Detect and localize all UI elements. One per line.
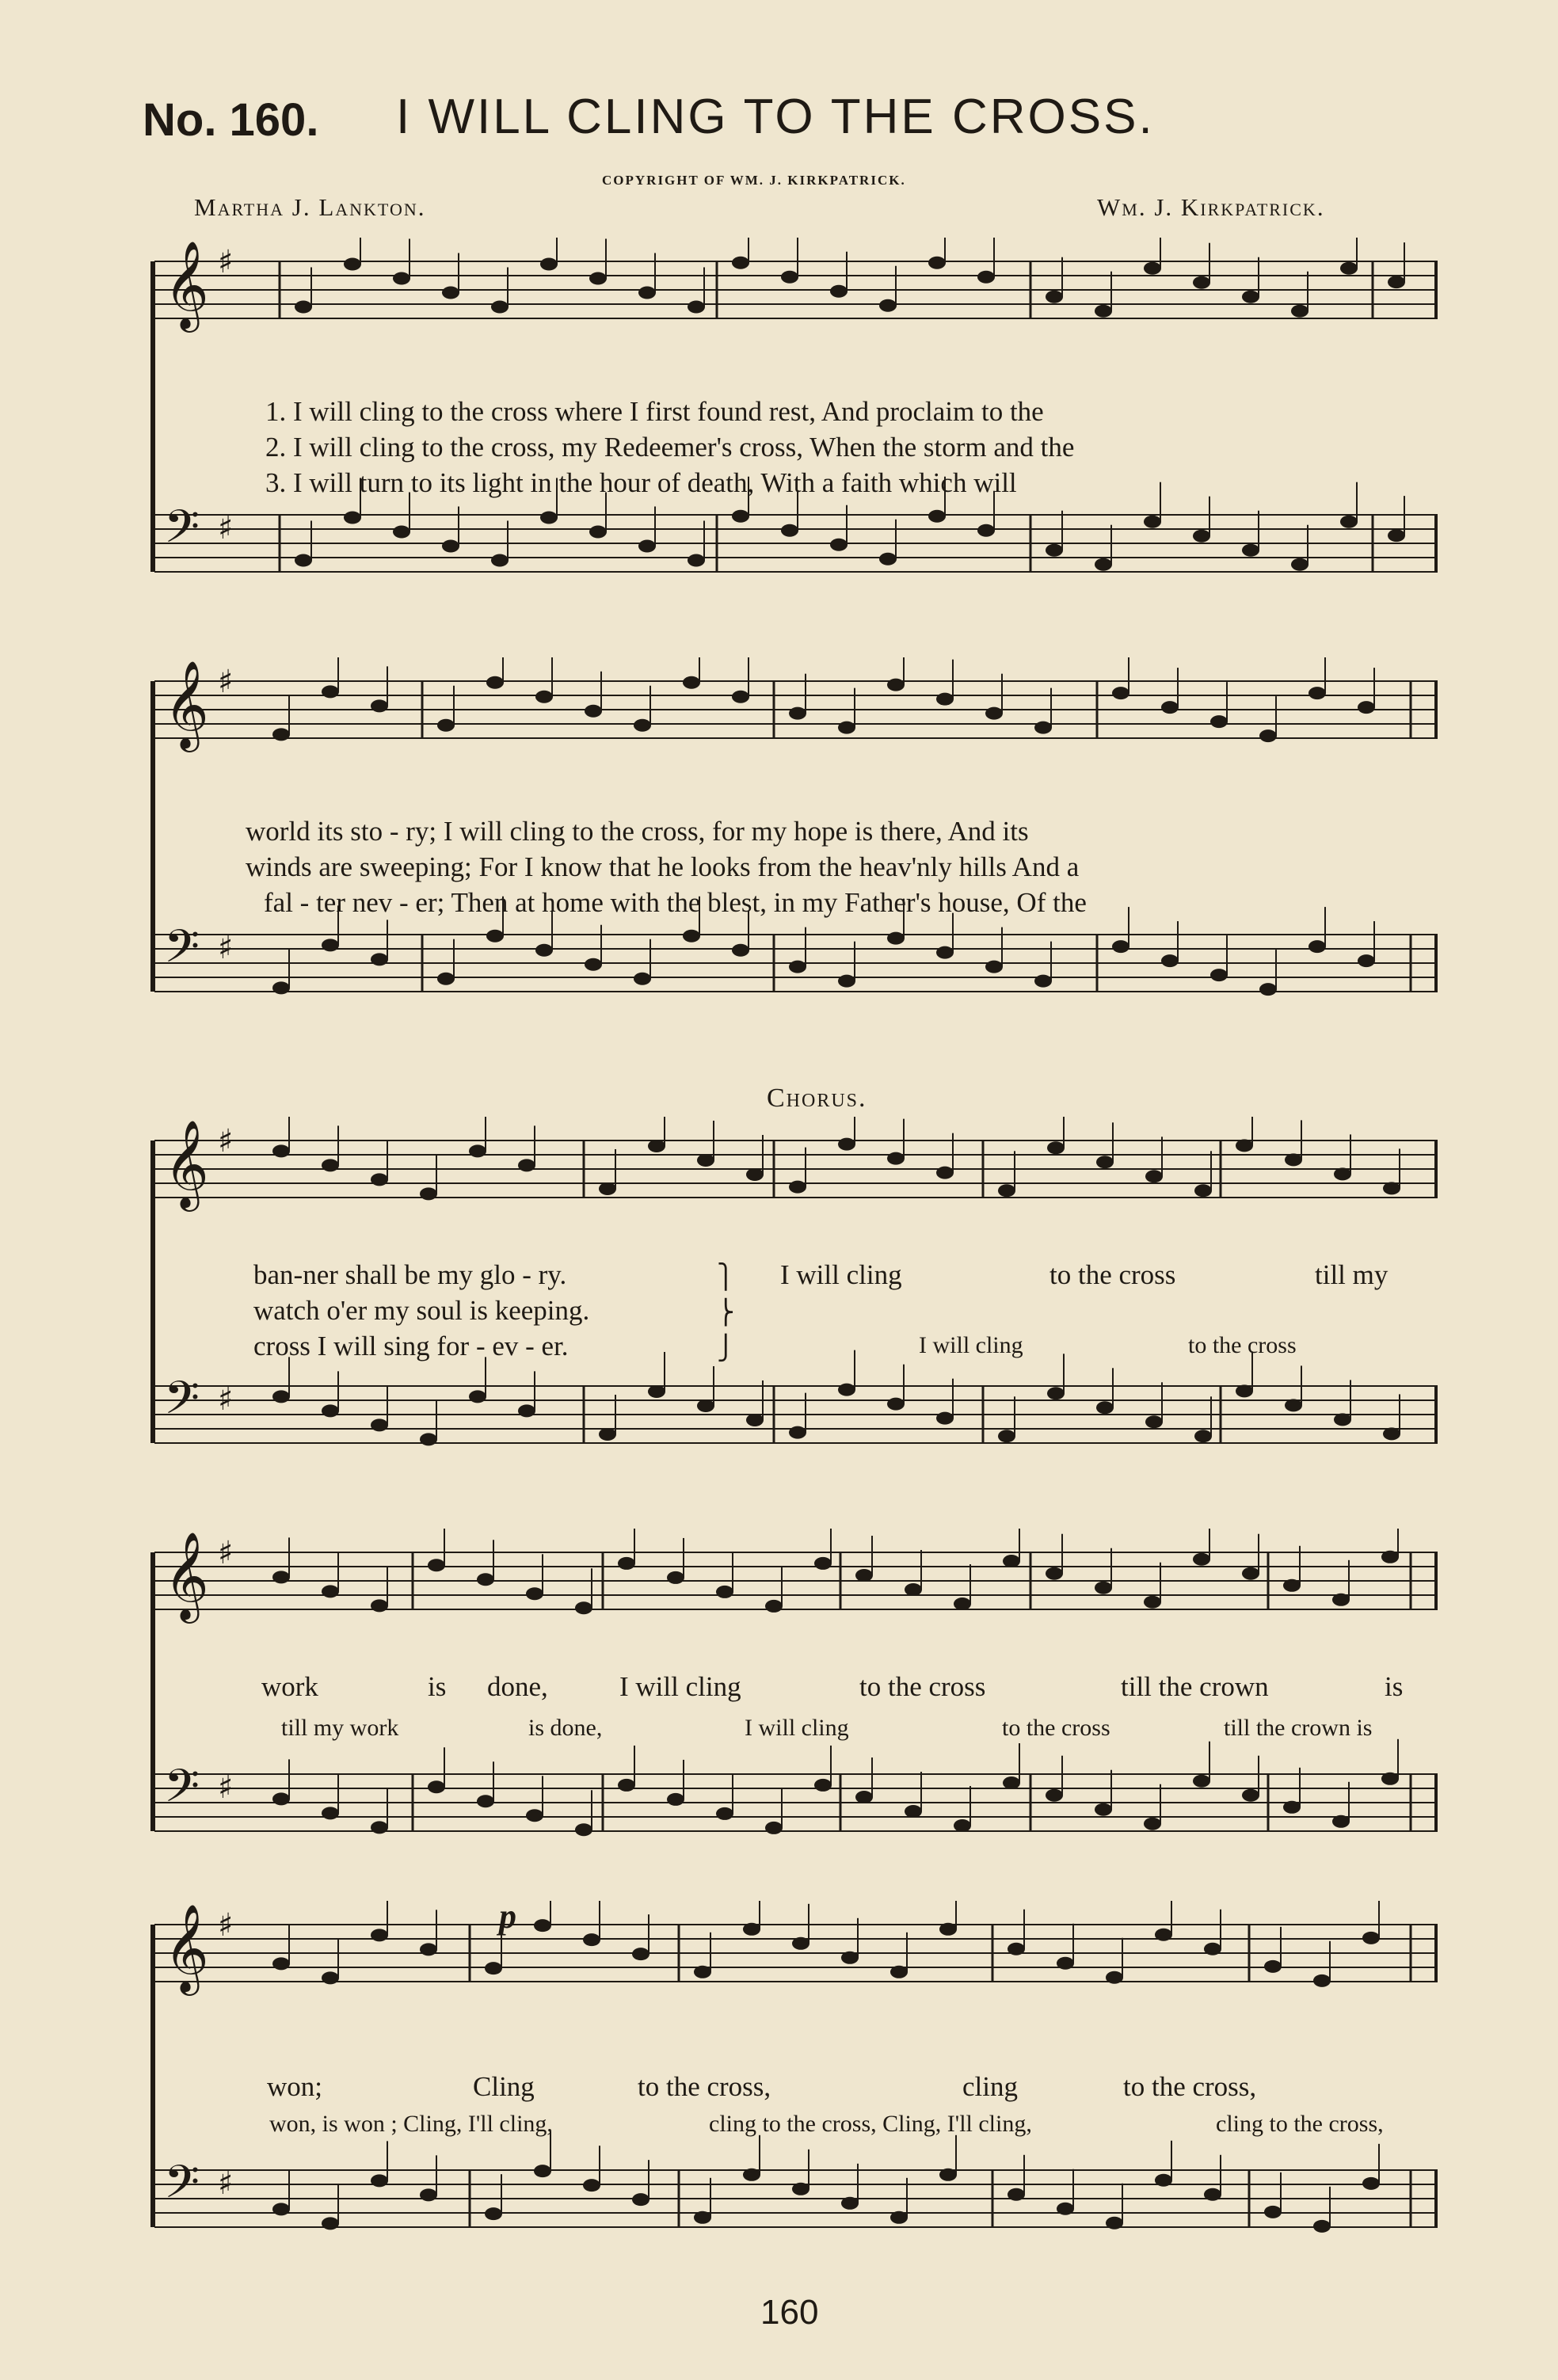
notehead <box>322 939 339 951</box>
notehead <box>1204 2188 1221 2201</box>
sharp-icon: ♯ <box>218 664 234 700</box>
notehead <box>890 2211 908 2224</box>
notehead <box>697 1399 714 1412</box>
notehead <box>1210 715 1228 728</box>
notehead <box>1144 516 1161 528</box>
notehead <box>442 539 459 552</box>
notehead <box>491 300 509 313</box>
notehead <box>998 1184 1015 1197</box>
notehead <box>371 1929 388 1941</box>
notehead <box>688 300 705 313</box>
notehead <box>1313 2220 1331 2233</box>
music-system-3 <box>147 1117 1446 1497</box>
notehead <box>936 946 954 959</box>
notehead <box>936 1167 954 1179</box>
notehead <box>1161 954 1179 967</box>
notehead <box>1383 1182 1400 1194</box>
notehead <box>1193 1775 1210 1788</box>
notehead <box>743 2169 760 2181</box>
notehead <box>583 1933 600 1946</box>
chorus-treble-text-3: till my <box>1315 1259 1388 1290</box>
notehead <box>575 1601 592 1614</box>
notehead <box>1210 969 1228 981</box>
notehead <box>765 1600 783 1613</box>
notehead <box>648 1385 665 1398</box>
notehead <box>295 300 312 313</box>
notehead <box>486 676 504 689</box>
notehead <box>469 1144 486 1157</box>
sharp-icon: ♯ <box>218 510 234 546</box>
notehead <box>1161 701 1179 714</box>
verse-1-line-1: 1. I will cling to the cross where I first found rest, And proclaim to the <box>265 396 1044 427</box>
notehead <box>1308 687 1326 699</box>
notehead <box>936 1412 954 1425</box>
notehead <box>792 2183 809 2195</box>
music-system-4 <box>147 1529 1446 1885</box>
notehead <box>743 1923 760 1936</box>
chorus-treble-text-1: I will cling <box>780 1259 902 1290</box>
chorus-line-2-bass-5: till the crown is <box>1224 1715 1373 1741</box>
bass-clef-icon: 𝄢 <box>164 1371 200 1436</box>
notehead <box>585 705 602 718</box>
notehead <box>890 1966 908 1978</box>
notehead <box>732 944 749 957</box>
notehead <box>977 524 995 537</box>
notehead <box>667 1571 684 1584</box>
treble-clef-icon: 𝄞 <box>164 240 209 329</box>
verse-3-line-2: fal - ter nev - er; Then at home with the blest, in my Father's house, Of the <box>264 887 1087 918</box>
notehead <box>599 1182 616 1195</box>
notehead <box>716 1586 733 1598</box>
notehead <box>634 973 651 985</box>
notehead <box>1096 1156 1114 1168</box>
notehead <box>322 1404 339 1417</box>
notehead <box>420 1943 437 1955</box>
notehead <box>344 511 361 524</box>
notehead <box>1047 1387 1065 1399</box>
notehead <box>838 975 855 988</box>
chorus-label: Chorus. <box>767 1083 867 1113</box>
treble-clef-icon: 𝄞 <box>164 660 209 748</box>
notehead <box>1332 1594 1350 1606</box>
sharp-icon: ♯ <box>218 2165 234 2202</box>
notehead <box>1008 2188 1025 2201</box>
notehead <box>1332 1815 1350 1828</box>
notehead <box>272 1957 290 1970</box>
notehead <box>1003 1555 1020 1567</box>
notehead <box>879 553 897 565</box>
notehead <box>638 286 656 299</box>
notehead <box>1308 940 1326 953</box>
chorus-line-3-treble-3: to the cross, <box>638 2071 771 2102</box>
notehead <box>954 1819 971 1832</box>
notehead <box>1283 1801 1301 1814</box>
verse-3-line-1: 3. I will turn to its light in the hour of death, With a faith which will <box>265 467 1017 498</box>
notehead <box>1193 530 1210 543</box>
sharp-icon: ♯ <box>218 1769 234 1806</box>
notehead <box>1362 1932 1380 1944</box>
notehead <box>540 257 558 270</box>
notehead <box>1046 291 1063 303</box>
notehead <box>469 1390 486 1403</box>
notehead <box>887 1398 905 1411</box>
music-system-5 <box>147 1897 1446 2281</box>
hymn-title: I WILL CLING TO THE CROSS. <box>396 89 1155 144</box>
chorus-line-2-bass-4: to the cross <box>1002 1715 1110 1741</box>
notehead <box>1291 305 1308 318</box>
notehead <box>1242 291 1259 303</box>
notehead <box>814 1779 832 1792</box>
notehead <box>534 1919 551 1932</box>
sharp-icon: ♯ <box>218 1123 234 1160</box>
notehead <box>1236 1384 1253 1397</box>
notehead <box>789 1181 806 1194</box>
notehead <box>322 1159 339 1171</box>
notehead <box>838 1384 855 1396</box>
sharp-icon: ♯ <box>218 244 234 280</box>
chorus-line-2-bass-2: is done, <box>528 1715 603 1741</box>
notehead <box>1095 305 1112 318</box>
music-system-1 <box>147 238 1446 626</box>
notehead <box>683 930 700 942</box>
notehead <box>477 1795 494 1807</box>
notehead <box>322 1585 339 1597</box>
chorus-lead-line-3: cross I will sing for - ev - er. <box>253 1331 569 1361</box>
notehead <box>1340 262 1358 275</box>
notehead <box>789 707 806 720</box>
notehead <box>732 510 749 523</box>
notehead <box>1145 1170 1163 1182</box>
notehead <box>667 1793 684 1806</box>
notehead <box>939 1923 957 1936</box>
notehead <box>1003 1776 1020 1789</box>
notehead <box>781 271 798 284</box>
chorus-line-2-bass-1: till my work <box>281 1715 399 1741</box>
notehead <box>936 693 954 706</box>
notehead <box>1283 1579 1301 1592</box>
notehead <box>618 1557 635 1570</box>
notehead <box>632 2193 649 2206</box>
notehead <box>765 1822 783 1834</box>
notehead <box>905 1805 922 1818</box>
verse-2-line-1: 2. I will cling to the cross, my Redeemer's cross, When the storm and the <box>265 432 1075 463</box>
notehead <box>575 1823 592 1836</box>
notehead <box>1264 1960 1282 1973</box>
chorus-line-2-treble-2: is <box>428 1671 447 1702</box>
notehead <box>1236 1139 1253 1152</box>
composer-credit: Wm. J. Kirkpatrick. <box>1097 193 1325 221</box>
notehead <box>477 1573 494 1586</box>
notehead <box>781 524 798 537</box>
chorus-line-3-treble-5: to the cross, <box>1123 2071 1257 2102</box>
chorus-line-2-treble-5: to the cross <box>859 1671 986 1702</box>
notehead <box>939 2169 957 2181</box>
notehead <box>648 1140 665 1152</box>
bass-clef-icon: 𝄢 <box>164 1759 200 1824</box>
notehead <box>371 699 388 712</box>
notehead <box>1034 722 1052 734</box>
notehead <box>1334 1413 1351 1426</box>
notehead <box>1388 529 1405 542</box>
notehead <box>789 961 806 973</box>
notehead <box>1313 1974 1331 1987</box>
notehead <box>1046 1789 1063 1802</box>
chorus-line-3-treble-4: cling <box>962 2071 1018 2102</box>
notehead <box>830 539 848 551</box>
chorus-line-2-treble-3: done, <box>487 1671 548 1702</box>
notehead <box>1358 954 1375 967</box>
notehead <box>322 2217 339 2230</box>
notehead <box>1095 558 1112 571</box>
notehead <box>1095 1582 1112 1594</box>
notehead <box>1034 975 1052 988</box>
music-system-2 <box>147 657 1446 1045</box>
notehead <box>855 1569 873 1582</box>
notehead <box>393 525 410 538</box>
notehead <box>1106 2217 1123 2230</box>
notehead <box>688 554 705 566</box>
notehead <box>534 2165 551 2177</box>
notehead <box>393 272 410 284</box>
notehead <box>789 1426 806 1439</box>
sharp-icon: ♯ <box>218 1381 234 1418</box>
sharp-icon: ♯ <box>218 1535 234 1571</box>
notehead <box>694 2211 711 2224</box>
treble-clef-icon: 𝄞 <box>164 1903 209 1992</box>
notehead <box>589 272 607 284</box>
notehead <box>1334 1167 1351 1180</box>
notehead <box>634 719 651 732</box>
notehead <box>371 1599 388 1612</box>
notehead <box>1155 2174 1172 2187</box>
notehead <box>371 953 388 965</box>
chorus-lead-line-1: ban-ner shall be my glo - ry. <box>253 1259 567 1290</box>
chorus-line-3-treble-2: Cling <box>473 2071 535 2102</box>
notehead <box>1242 544 1259 557</box>
notehead <box>371 1821 388 1834</box>
notehead <box>437 973 455 985</box>
notehead <box>1144 1596 1161 1609</box>
notehead <box>855 1791 873 1803</box>
notehead <box>1383 1427 1400 1440</box>
notehead <box>841 2197 859 2210</box>
chorus-bracket: ⎫ ⎬ ⎭ <box>717 1264 735 1361</box>
notehead <box>1259 729 1277 742</box>
chorus-bass-text-1: I will cling <box>919 1332 1023 1358</box>
chorus-line-2-treble-6: till the crown <box>1121 1671 1269 1702</box>
chorus-line-2-treble-1: work <box>261 1671 318 1702</box>
notehead <box>1144 1818 1161 1830</box>
system-4-staves <box>147 1529 1446 1885</box>
notehead <box>1264 2206 1282 2218</box>
notehead <box>322 1971 339 1984</box>
notehead <box>879 299 897 312</box>
notehead <box>344 257 361 270</box>
lyricist-credit: Martha J. Lankton. <box>194 193 426 221</box>
notehead <box>1046 1567 1063 1580</box>
notehead <box>1106 1971 1123 1984</box>
notehead <box>583 2179 600 2192</box>
verse-1-line-2: world its sto - ry; I will cling to the cross, for my hope is there, And its <box>246 816 1029 847</box>
notehead <box>732 691 749 703</box>
notehead <box>272 1390 290 1403</box>
notehead <box>272 2203 290 2215</box>
notehead <box>928 257 946 269</box>
notehead <box>814 1557 832 1570</box>
bass-clef-icon: 𝄢 <box>164 920 200 984</box>
notehead <box>491 554 509 566</box>
notehead <box>732 257 749 269</box>
sharp-icon: ♯ <box>218 930 234 966</box>
notehead <box>428 1559 445 1571</box>
notehead <box>697 1154 714 1167</box>
notehead <box>295 554 312 566</box>
notehead <box>272 1571 290 1583</box>
notehead <box>371 1173 388 1186</box>
notehead <box>830 285 848 298</box>
notehead <box>792 1937 809 1950</box>
notehead <box>518 1404 535 1417</box>
notehead <box>322 1807 339 1819</box>
dynamic-piano: p <box>499 1897 516 1936</box>
notehead <box>1144 262 1161 275</box>
notehead <box>1194 1184 1212 1197</box>
chorus-line-2-treble-4: I will cling <box>619 1671 741 1702</box>
notehead <box>1259 983 1277 996</box>
notehead <box>887 932 905 945</box>
notehead <box>746 1168 764 1181</box>
notehead <box>518 1159 535 1171</box>
notehead <box>928 510 946 523</box>
notehead <box>1291 558 1308 571</box>
treble-clef-icon: 𝄞 <box>164 1531 209 1620</box>
notehead <box>272 1792 290 1805</box>
notehead <box>371 1418 388 1431</box>
notehead <box>540 511 558 524</box>
notehead <box>371 2174 388 2187</box>
notehead <box>1285 1399 1302 1411</box>
notehead <box>585 958 602 971</box>
notehead <box>535 691 553 703</box>
notehead <box>985 961 1003 973</box>
notehead <box>1193 276 1210 289</box>
notehead <box>420 2188 437 2201</box>
chorus-line-3-bass-2: cling to the cross, Cling, I'll cling, <box>709 2111 1032 2137</box>
notehead <box>618 1779 635 1792</box>
notehead <box>683 676 700 689</box>
notehead <box>1145 1415 1163 1428</box>
chorus-line-3-treble-1: won; <box>267 2071 322 2102</box>
notehead <box>1381 1773 1399 1785</box>
notehead <box>838 722 855 734</box>
notehead <box>977 271 995 284</box>
notehead <box>1095 1803 1112 1816</box>
notehead <box>1046 544 1063 557</box>
notehead <box>1194 1430 1212 1442</box>
notehead <box>694 1966 711 1978</box>
notehead <box>322 685 339 698</box>
chorus-treble-text-2: to the cross <box>1049 1259 1176 1290</box>
notehead <box>887 1152 905 1165</box>
notehead <box>428 1780 445 1793</box>
notehead <box>526 1587 543 1600</box>
bass-clef-icon: 𝄢 <box>164 2155 200 2220</box>
notehead <box>632 1948 649 1960</box>
notehead <box>599 1428 616 1441</box>
notehead <box>746 1414 764 1426</box>
notehead <box>1388 276 1405 288</box>
notehead <box>1008 1943 1025 1955</box>
notehead <box>1047 1141 1065 1154</box>
notehead <box>1057 2203 1074 2215</box>
notehead <box>1285 1153 1302 1166</box>
notehead <box>272 1144 290 1157</box>
notehead <box>420 1187 437 1200</box>
treble-clef-icon: 𝄞 <box>164 1119 209 1208</box>
notehead <box>485 1962 502 1974</box>
notehead <box>437 719 455 732</box>
notehead <box>841 1952 859 1964</box>
notehead <box>638 539 656 552</box>
notehead <box>1242 1789 1259 1802</box>
notehead <box>1096 1401 1114 1414</box>
notehead <box>272 728 290 741</box>
notehead <box>1242 1567 1259 1580</box>
notehead <box>526 1809 543 1822</box>
notehead <box>838 1138 855 1151</box>
chorus-line-2-treble-7: is <box>1385 1671 1404 1702</box>
notehead <box>485 2207 502 2220</box>
notehead <box>1204 1943 1221 1955</box>
notehead <box>1340 516 1358 528</box>
notehead <box>954 1597 971 1610</box>
bass-clef-icon: 𝄢 <box>164 500 200 565</box>
notehead <box>535 944 553 957</box>
notehead <box>1193 1553 1210 1566</box>
chorus-lead-line-2: watch o'er my soul is keeping. <box>253 1295 590 1326</box>
notehead <box>1112 940 1129 953</box>
notehead <box>486 930 504 942</box>
notehead <box>985 707 1003 720</box>
notehead <box>272 981 290 994</box>
notehead <box>887 679 905 691</box>
notehead <box>420 1433 437 1445</box>
notehead <box>1362 2177 1380 2190</box>
notehead <box>905 1583 922 1596</box>
notehead <box>1381 1551 1399 1563</box>
notehead <box>1358 701 1375 714</box>
chorus-bass-text-2: to the cross <box>1188 1332 1297 1358</box>
notehead <box>589 525 607 538</box>
page-number: 160 <box>760 2293 819 2332</box>
notehead <box>998 1430 1015 1442</box>
chorus-line-3-bass-3: cling to the cross, <box>1216 2111 1384 2137</box>
notehead <box>442 286 459 299</box>
notehead <box>716 1807 733 1820</box>
notehead <box>1057 1957 1074 1970</box>
notehead <box>1155 1929 1172 1941</box>
verse-2-line-2: winds are sweeping; For I know that he looks from the heav'nly hills And a <box>246 851 1080 882</box>
copyright-notice: COPYRIGHT OF WM. J. KIRKPATRICK. <box>602 173 906 188</box>
chorus-line-2-bass-3: I will cling <box>745 1715 849 1741</box>
sharp-icon: ♯ <box>218 1907 234 1944</box>
hymn-number: No. 160. <box>143 94 319 146</box>
chorus-line-3-bass-1: won, is won ; Cling, I'll cling, <box>269 2111 553 2137</box>
notehead <box>1112 687 1129 699</box>
